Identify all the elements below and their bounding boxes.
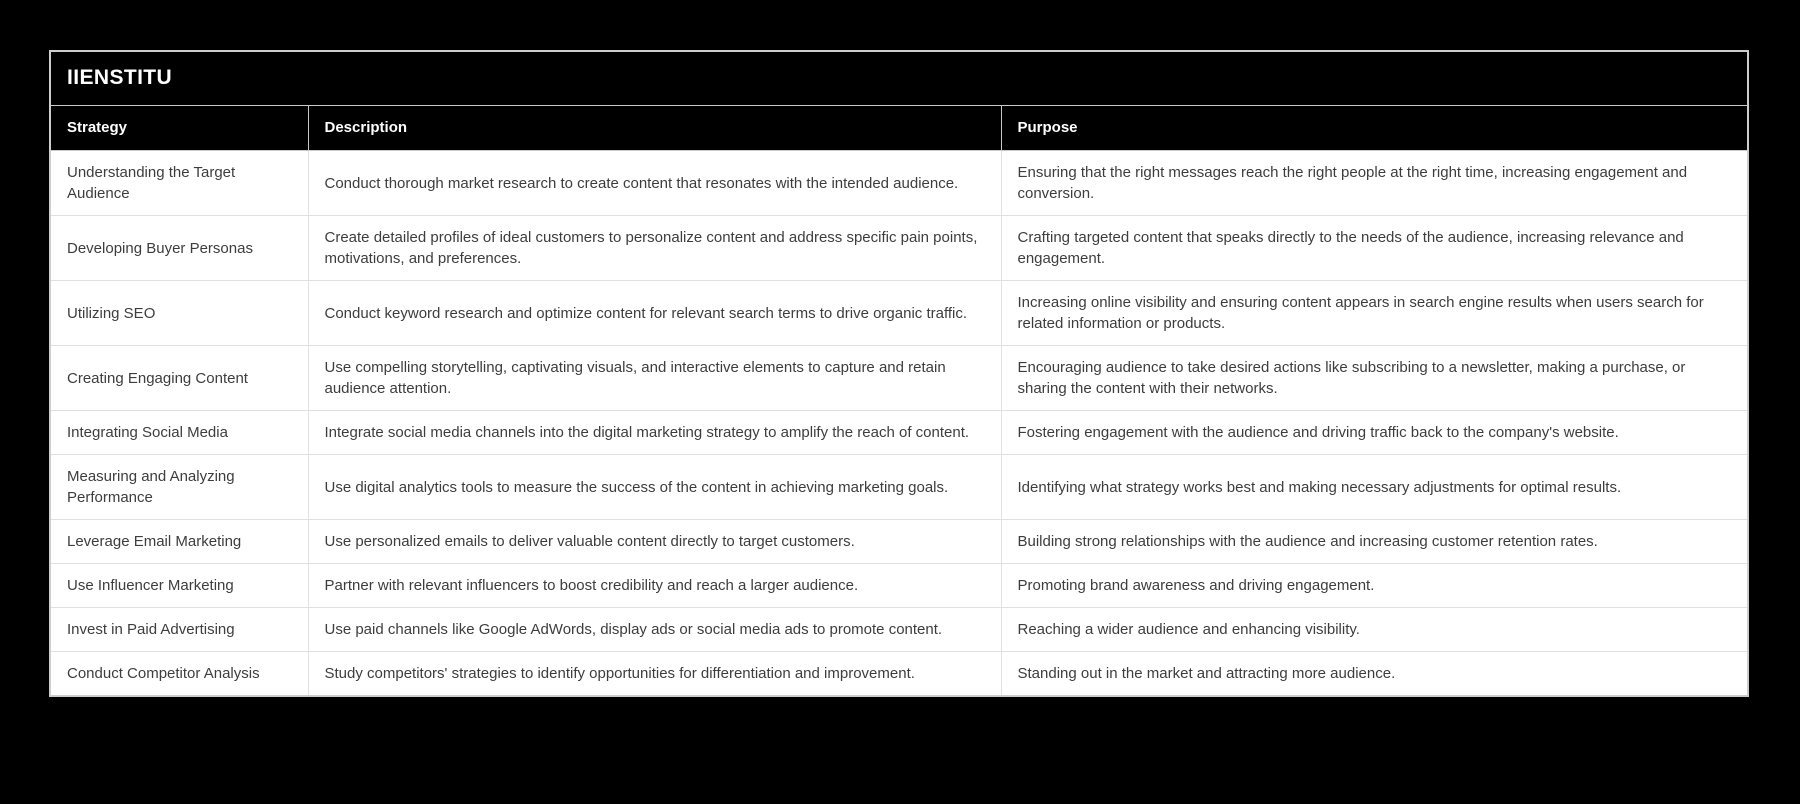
strategy-cell: Leverage Email Marketing xyxy=(51,520,308,564)
purpose-cell: Increasing online visibility and ensuring content appears in search engine results when users search for related information or products. xyxy=(1001,281,1747,346)
purpose-cell: Building strong relationships with the audience and increasing customer retention rates. xyxy=(1001,520,1747,564)
strategy-cell: Developing Buyer Personas xyxy=(51,216,308,281)
strategy-cell: Invest in Paid Advertising xyxy=(51,608,308,652)
table-row xyxy=(51,520,1747,564)
table-row xyxy=(51,346,1747,411)
table-row xyxy=(51,608,1747,652)
column-header-description: Description xyxy=(308,106,1001,151)
table-row xyxy=(51,411,1747,455)
purpose-cell: Reaching a wider audience and enhancing visibility. xyxy=(1001,608,1747,652)
purpose-cell: Crafting targeted content that speaks directly to the needs of the audience, increasing relevance and engagement. xyxy=(1001,216,1747,281)
description-cell: Use paid channels like Google AdWords, display ads or social media ads to promote content. xyxy=(308,608,1001,652)
description-cell: Conduct keyword research and optimize content for relevant search terms to drive organic traffic. xyxy=(308,281,1001,346)
description-cell: Use digital analytics tools to measure the success of the content in achieving marketing goals. xyxy=(308,455,1001,520)
brand-title: IIENSTITU xyxy=(51,52,1747,105)
table-row xyxy=(51,151,1747,216)
purpose-cell: Standing out in the market and attracting more audience. xyxy=(1001,652,1747,696)
table-row xyxy=(51,455,1747,520)
strategy-cell: Utilizing SEO xyxy=(51,281,308,346)
purpose-cell: Ensuring that the right messages reach the right people at the right time, increasing engagement and conversion. xyxy=(1001,151,1747,216)
table-row xyxy=(51,216,1747,281)
description-cell: Partner with relevant influencers to boost credibility and reach a larger audience. xyxy=(308,564,1001,608)
description-cell: Use personalized emails to deliver valuable content directly to target customers. xyxy=(308,520,1001,564)
table-row xyxy=(51,652,1747,696)
purpose-cell: Promoting brand awareness and driving engagement. xyxy=(1001,564,1747,608)
strategy-cell: Measuring and Analyzing Performance xyxy=(51,455,308,520)
purpose-cell: Identifying what strategy works best and making necessary adjustments for optimal results. xyxy=(1001,455,1747,520)
description-cell: Integrate social media channels into the digital marketing strategy to amplify the reach of content. xyxy=(308,411,1001,455)
column-header-strategy: Strategy xyxy=(51,106,308,151)
column-header-purpose: Purpose xyxy=(1001,106,1747,151)
strategy-cell: Understanding the Target Audience xyxy=(51,151,308,216)
description-cell: Create detailed profiles of ideal customers to personalize content and address specific pain points, motivations, and preferences. xyxy=(308,216,1001,281)
header-row xyxy=(51,106,1747,151)
purpose-cell: Fostering engagement with the audience and driving traffic back to the company's website. xyxy=(1001,411,1747,455)
description-cell: Study competitors' strategies to identify opportunities for differentiation and improvement. xyxy=(308,652,1001,696)
strategy-table xyxy=(51,105,1747,695)
table-row xyxy=(51,281,1747,346)
strategy-table-panel xyxy=(49,50,1749,697)
table-header xyxy=(51,106,1747,151)
strategy-cell: Integrating Social Media xyxy=(51,411,308,455)
strategy-cell: Creating Engaging Content xyxy=(51,346,308,411)
strategy-cell: Use Influencer Marketing xyxy=(51,564,308,608)
description-cell: Conduct thorough market research to create content that resonates with the intended audience. xyxy=(308,151,1001,216)
purpose-cell: Encouraging audience to take desired actions like subscribing to a newsletter, making a purchase, or sharing the content with their networks. xyxy=(1001,346,1747,411)
description-cell: Use compelling storytelling, captivating visuals, and interactive elements to capture and retain audience attention. xyxy=(308,346,1001,411)
table-body xyxy=(51,151,1747,696)
table-row xyxy=(51,564,1747,608)
strategy-cell: Conduct Competitor Analysis xyxy=(51,652,308,696)
